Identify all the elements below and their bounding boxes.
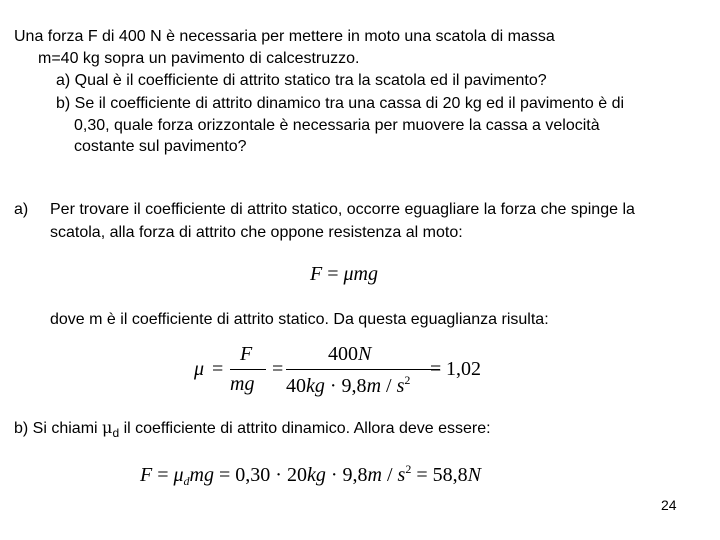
- solution-b-text-post: il coefficiente di attrito dinamico. Allora deve essere:: [119, 420, 491, 437]
- eq2-fraction-bar-2: [286, 369, 440, 370]
- eq2-equals-3: =: [430, 358, 442, 380]
- eq3-unit: N: [467, 464, 481, 486]
- eq2-den2-e: /: [381, 375, 397, 397]
- equation-dynamic-force: [140, 462, 481, 489]
- eq3-result: 58,8: [432, 464, 468, 486]
- eq3-val1: 0,30 · 20: [235, 464, 307, 486]
- eq3-m: m: [367, 464, 382, 486]
- eq3-mu: μ: [173, 464, 184, 486]
- eq2-denominator-1: mg: [230, 373, 255, 395]
- solution-a-text-2: scatola, alla forza di attrito che oppone resistenza al moto:: [50, 224, 463, 241]
- eq2-den2-c: · 9,8: [324, 375, 367, 397]
- eq2-den2-exp: 2: [404, 373, 411, 387]
- problem-part-b-line-1: b) Se il coefficiente di attrito dinamico tra una cassa di 20 kg ed il pavimento è di: [56, 95, 625, 112]
- eq1-lhs: F: [310, 263, 323, 285]
- eq2-den2-f: s: [396, 375, 405, 397]
- eq1-equals: =: [322, 263, 344, 285]
- eq2-den2-a: 40: [286, 375, 306, 397]
- eq3-mg: mg: [189, 464, 214, 486]
- solution-b-text: [14, 418, 491, 443]
- eq2-den2-b: kg: [306, 375, 325, 397]
- problem-part-a: a) Qual è il coefficiente di attrito statico tra la scatola ed il pavimento?: [56, 72, 547, 89]
- eq2-result: 1,02: [446, 358, 481, 380]
- eq3-val2: · 9,8: [325, 464, 368, 486]
- eq3-slash: /: [381, 464, 398, 486]
- eq3-F: F: [140, 464, 153, 486]
- eq2-fraction-bar-1: [230, 369, 266, 370]
- eq3-equals-1: =: [152, 464, 174, 486]
- eq3-exp: 2: [405, 462, 412, 476]
- problem-part-b-line-3: costante sul pavimento?: [74, 138, 247, 155]
- eq2-num2-unit: N: [358, 343, 372, 365]
- eq2-mu: μ: [194, 358, 205, 380]
- solution-b-mu: μ: [102, 418, 113, 437]
- solution-a-label: a): [14, 201, 29, 218]
- eq2-numerator-1: F: [240, 343, 253, 365]
- eq3-equals-3: =: [411, 464, 433, 486]
- solution-a-text-1: Per trovare il coefficiente di attrito statico, occorre eguagliare la forza che spinge la: [50, 201, 635, 218]
- eq2-den2-d: m: [366, 375, 382, 397]
- eq3-kg: kg: [306, 464, 326, 486]
- eq3-mu-sub: d: [183, 474, 190, 488]
- problem-line-2: m=40 kg sopra un pavimento di calcestruzzo.: [38, 50, 360, 67]
- solution-b-text-pre: b) Si chiami: [14, 420, 103, 437]
- equation-friction-static: [310, 263, 378, 286]
- eq2-numerator-2: [328, 343, 371, 366]
- solution-a-text-3: dove m è il coefficiente di attrito statico. Da questa eguaglianza risulta:: [50, 311, 549, 328]
- page-number: 24: [661, 497, 677, 513]
- solution-b-mu-sub: d: [112, 426, 120, 440]
- eq2-equals-1: =: [212, 358, 224, 380]
- eq1-rhs: mg: [353, 263, 378, 285]
- eq2-equals-2: =: [272, 358, 284, 380]
- problem-part-b-line-2: 0,30, quale forza orizzontale è necessaria per muovere la cassa a velocità: [74, 117, 600, 134]
- eq2-num2-value: 400: [328, 343, 358, 365]
- eq3-equals-2: =: [214, 464, 236, 486]
- eq1-mu: μ: [343, 263, 354, 285]
- eq3-s: s: [397, 464, 406, 486]
- problem-line-1: Una forza F di 400 N è necessaria per mettere in moto una scatola di massa: [14, 28, 555, 45]
- eq2-denominator-2: [286, 373, 410, 398]
